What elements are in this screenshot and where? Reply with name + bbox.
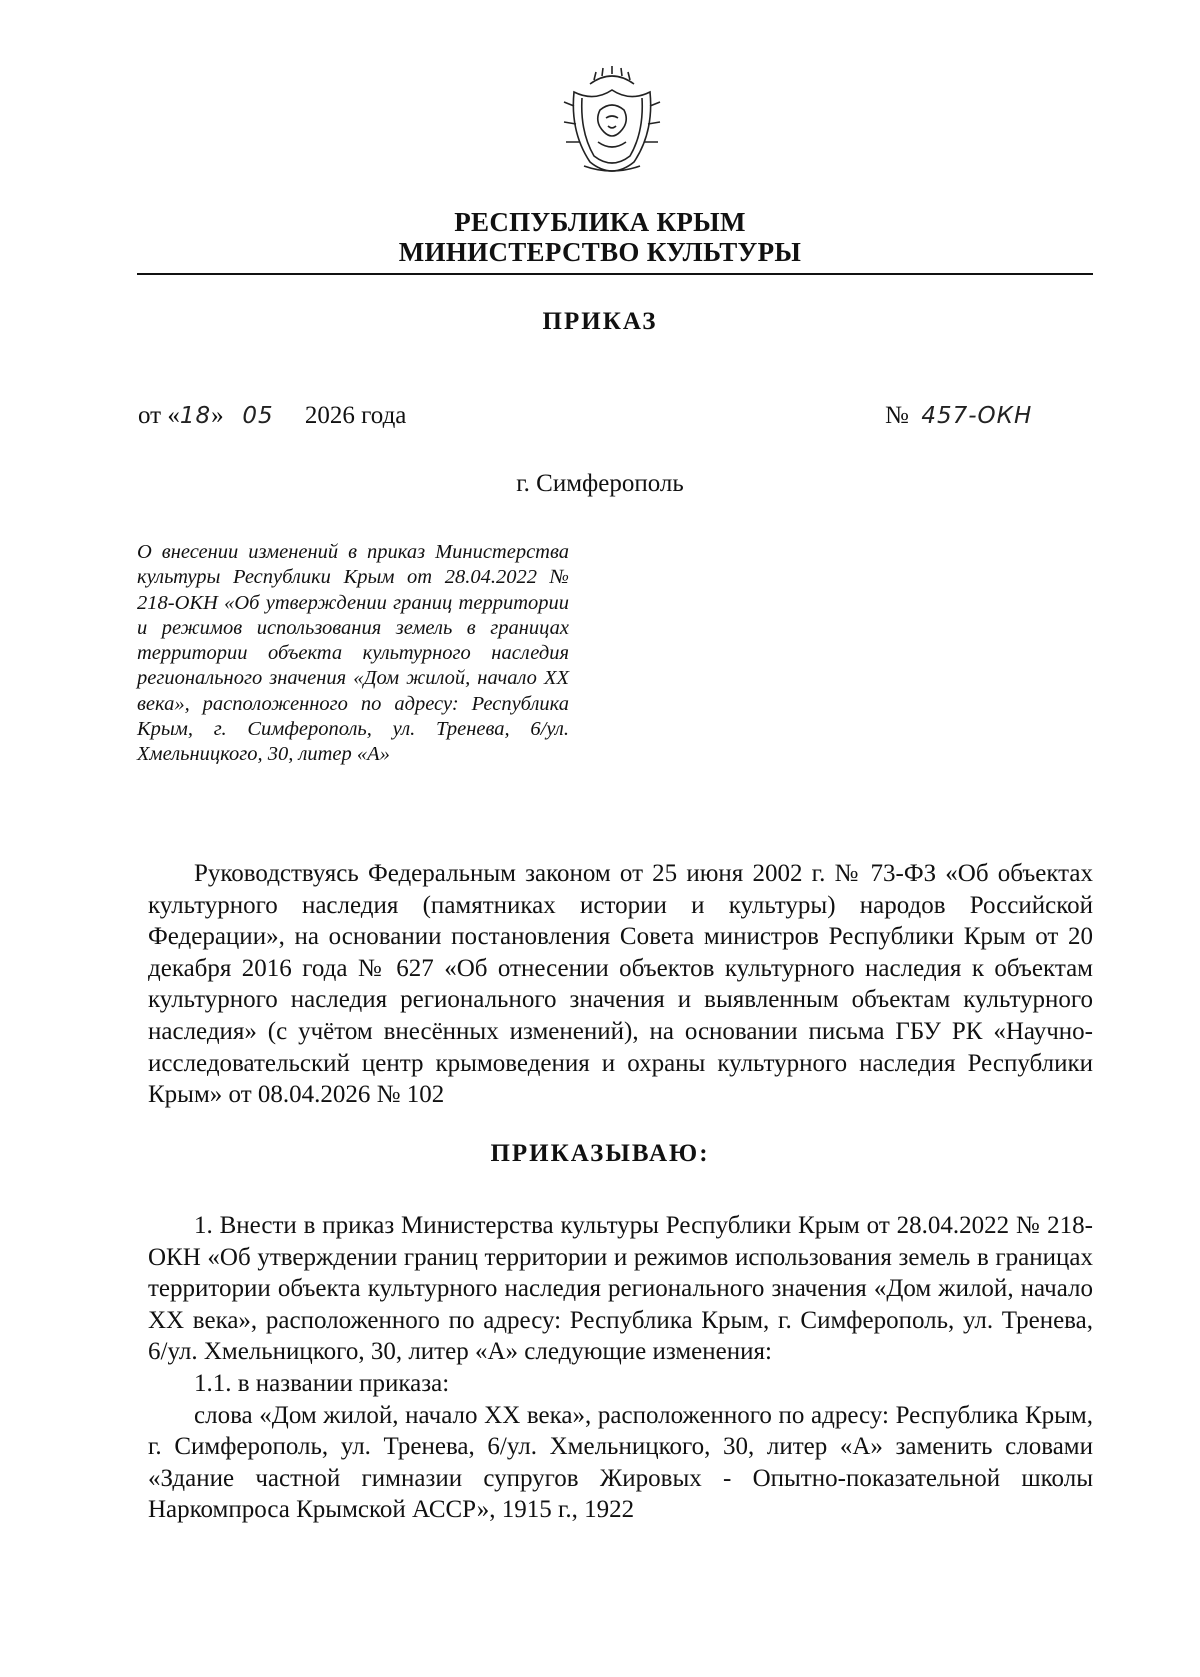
header-ministry: МИНИСТЕРСТВО КУЛЬТУРЫ bbox=[398, 237, 802, 267]
order-item-1-1-text: слова «Дом жилой, начало XX века», расположенного по адресу: Республика Крым, г. Симферополь, ул. Тренева, 6/ул. Хмельницкого, 30, литер «А» заменить словами «Здание частной гимназии супругов Жировых - Опытно-показательной школы Наркомпроса Крымской АССР», 1915 г., 1922 bbox=[148, 1401, 1093, 1524]
order-item-1: 1. Внести в приказ Министерства культуры Республики Крым от 28.04.2022 № 218-ОКН «Об утверждении границ территории и режимов использования земель в границах территории объекта культурного наследия регионального значения «Дом жилой, начало XX века», расположенного по адресу: Республика Крым, г. Симферополь, ул. Тренева, 6/ул. Хмельницкого, 30, литер «А» следующие изменения: bbox=[148, 1212, 1093, 1366]
number-handwritten: 457-ОКН bbox=[921, 403, 1033, 429]
header-republic: РЕСПУБЛИКА КРЫМ bbox=[454, 207, 746, 237]
date-prefix: от « bbox=[138, 402, 180, 429]
date-month-handwritten: 05 bbox=[242, 403, 274, 429]
crimea-coat-of-arms-emblem bbox=[560, 62, 664, 180]
date-day-handwritten: 18 bbox=[179, 403, 212, 429]
date-mid: » bbox=[211, 402, 224, 429]
subject-text: О внесении изменений в приказ Министерства культуры Республики Крым от 28.04.2022 № 218-ОКН «Об утверждении границ территории и режимов использования земель в границах территории объекта культурного наследия регионального значения «Дом жилой, начало XX века», расположенного по адресу: Республика Крым, г. Симферополь, ул. Тренева, 6/ул. Хмельницкого, 30, литер «А» bbox=[137, 541, 569, 766]
preamble-text: Руководствуясь Федеральным законом от 25 июня 2002 г. № 73-ФЗ «Об объектах культурного наследия (памятниках истории и культуры) народов Российской Федерации», на основании постановления Совета министров Республики Крым от 20 декабря 2016 года № 627 «Об отнесении объектов культурного наследия к объектам культурного наследия регионального значения и выявленным объектам культурного наследия» (с учётом внесённых изменений), на основании письма ГБУ РК «Научно-исследовательский центр крымоведения и охраны культурного наследия Республики Крым» от 08.04.2026 № 102 bbox=[148, 860, 1093, 1109]
document-type-title: ПРИКАЗ bbox=[542, 308, 658, 335]
date-year: 2026 года bbox=[304, 402, 407, 429]
document-number bbox=[885, 402, 1032, 430]
header-divider bbox=[137, 273, 1093, 275]
document-date bbox=[138, 402, 406, 430]
order-items bbox=[148, 1210, 1093, 1526]
orders-heading: ПРИКАЗЫВАЮ: bbox=[490, 1140, 710, 1167]
preamble-block bbox=[148, 858, 1093, 1111]
number-prefix: № bbox=[885, 402, 909, 429]
order-item-1-1: 1.1. в названии приказа: bbox=[194, 1369, 450, 1397]
city: г. Симферополь bbox=[516, 470, 684, 497]
document-subject bbox=[137, 540, 569, 768]
